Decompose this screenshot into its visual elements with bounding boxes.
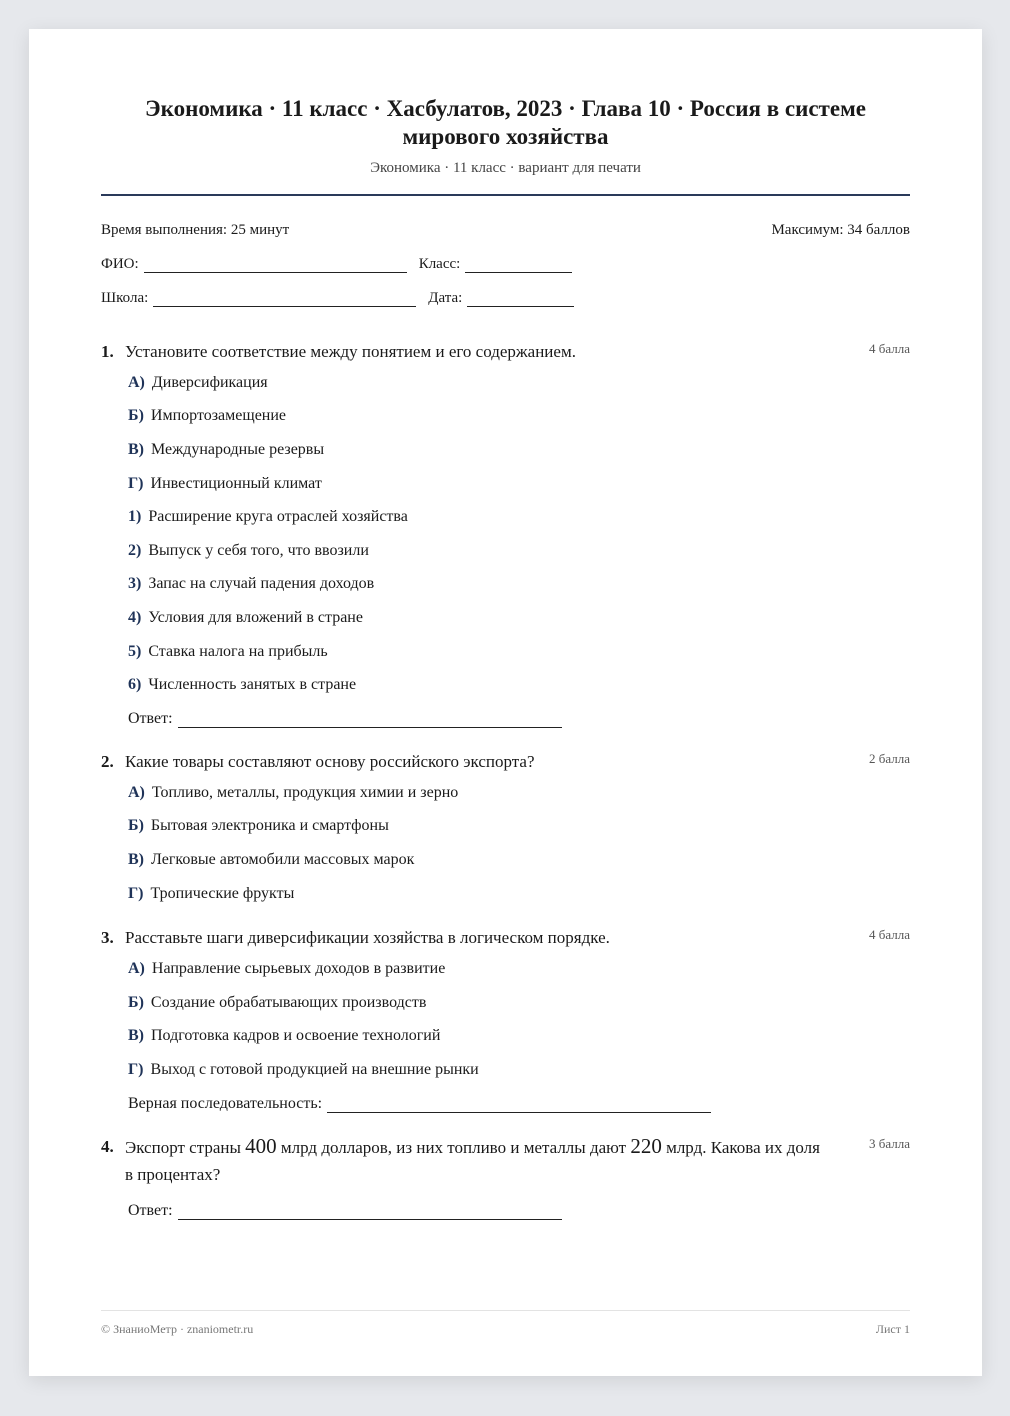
- fio-class-row: [101, 253, 910, 273]
- question-number: 2.: [101, 751, 114, 771]
- option-key: 2): [128, 541, 142, 559]
- option-item: [128, 668, 910, 702]
- option-text: Расширение круга отраслей хозяйства: [148, 508, 408, 526]
- option-key: 4): [128, 608, 142, 626]
- option-text: Запас на случай падения доходов: [148, 575, 375, 593]
- footer-divider: [101, 1310, 910, 1311]
- question-header: [101, 1133, 910, 1188]
- answer-field[interactable]: [178, 1205, 562, 1220]
- option-text: Ставка налога на прибыль: [148, 642, 328, 660]
- fio-label: ФИО:: [101, 256, 139, 272]
- time-limit: Время выполнения: 25 минут: [101, 222, 290, 238]
- answer-label: Верная последовательность:: [128, 1094, 323, 1112]
- option-key: Г): [128, 1060, 144, 1078]
- page-subtitle: Экономика · 11 класс · вариант для печати: [370, 160, 641, 176]
- option-item: [128, 601, 910, 635]
- question-text: Экспорт страны 400 млрд долларов, из них топливо и металлы дают 220 млрд. Какова их доля в процентах?: [125, 1133, 820, 1184]
- question-2: [101, 748, 910, 910]
- question-1: [101, 338, 910, 728]
- option-item: [128, 952, 910, 986]
- option-key: В): [128, 440, 144, 458]
- option-item: [128, 877, 910, 911]
- page-title: Экономика · 11 класс · Хасбулатов, 2023 · Глава 10 · Россия в системе мирового хозяйства: [145, 96, 866, 149]
- option-text: Бытовая электроника и смартфоны: [150, 817, 389, 835]
- answer-field[interactable]: [327, 1098, 711, 1113]
- option-text: Легковые автомобили массовых марок: [151, 850, 415, 868]
- class-field[interactable]: [465, 258, 572, 273]
- number-value: 220: [630, 1133, 662, 1158]
- school-label: Школа:: [101, 290, 149, 306]
- question-points: 3 балла: [869, 1135, 910, 1151]
- question-points: 2 балла: [869, 750, 910, 766]
- option-item: [128, 467, 910, 501]
- question-text: Установите соответствие между понятием и его содержанием.: [125, 342, 576, 361]
- option-item: [128, 400, 910, 434]
- option-item: [128, 534, 910, 568]
- date-label: Дата:: [428, 290, 463, 306]
- student-fields: [101, 253, 910, 307]
- question-3: [101, 924, 910, 1112]
- page-number: Лист 1: [875, 1322, 910, 1336]
- school-date-row: [101, 287, 910, 307]
- option-key: Б): [128, 993, 144, 1011]
- option-text: Создание обрабатывающих производств: [150, 993, 427, 1011]
- option-item: [128, 986, 910, 1020]
- option-key: А): [128, 960, 145, 978]
- option-text: Подготовка кадров и освоение технологий: [151, 1027, 441, 1045]
- option-text: Выпуск у себя того, что ввозили: [148, 541, 369, 559]
- page-content: [101, 29, 910, 1220]
- school-field[interactable]: [153, 292, 416, 307]
- option-key: Б): [128, 407, 144, 425]
- fio-field[interactable]: [144, 258, 407, 273]
- option-key: А): [128, 373, 145, 391]
- option-text: Условия для вложений в стране: [148, 608, 363, 626]
- option-text: Инвестиционный климат: [150, 474, 322, 492]
- option-item: [128, 810, 910, 844]
- option-key: Г): [128, 474, 144, 492]
- option-key: 5): [128, 642, 142, 660]
- option-item: [128, 776, 910, 810]
- option-text: Численность занятых в стране: [148, 676, 357, 694]
- meta-row: [101, 220, 910, 240]
- answer-label: Ответ:: [128, 709, 173, 727]
- answer-line: [128, 1198, 910, 1220]
- date-field[interactable]: [467, 292, 574, 307]
- option-item: [128, 635, 910, 669]
- max-score: Максимум: 34 баллов: [771, 222, 910, 238]
- question-number: 4.: [101, 1136, 114, 1156]
- option-key: Г): [128, 884, 144, 902]
- option-item: [128, 568, 910, 602]
- option-text: Тропические фрукты: [150, 884, 295, 902]
- question-4: [101, 1133, 910, 1220]
- option-key: 3): [128, 575, 142, 593]
- option-item: [128, 1020, 910, 1054]
- header-divider: [101, 194, 910, 196]
- option-text: Международные резервы: [151, 440, 325, 458]
- option-item: [128, 366, 910, 400]
- option-key: В): [128, 1027, 144, 1045]
- option-key: Б): [128, 817, 144, 835]
- answer-line: [128, 1091, 910, 1113]
- question-text: Расставьте шаги диверсификации хозяйства в логическом порядке.: [125, 928, 610, 948]
- question-text: Какие товары составляют основу российского экспорта?: [125, 751, 535, 771]
- option-text: Выход с готовой продукцией на внешние рынки: [150, 1060, 479, 1078]
- number-value: 400: [245, 1133, 277, 1158]
- option-text: Диверсификация: [151, 373, 268, 391]
- question-points: 4 балла: [869, 341, 910, 356]
- answer-field[interactable]: [178, 713, 562, 728]
- question-header: [101, 338, 910, 365]
- question-number: 1.: [101, 342, 114, 361]
- option-item: [128, 843, 910, 877]
- option-item: [128, 1053, 910, 1087]
- answer-label: Ответ:: [128, 1201, 173, 1219]
- option-key: А): [128, 783, 145, 801]
- question-points: 4 балла: [869, 927, 910, 943]
- footer-copyright: © ЗнаниоМетр · znaniometr.ru: [101, 1322, 254, 1336]
- question-header: [101, 748, 910, 775]
- option-key: 6): [128, 676, 142, 694]
- worksheet-page: [29, 29, 982, 1376]
- option-text: Топливо, металлы, продукция химии и зерно: [151, 783, 459, 801]
- question-number: 3.: [101, 928, 114, 948]
- class-label: Класс:: [418, 256, 461, 272]
- option-key: В): [128, 850, 144, 868]
- answer-line: [128, 706, 910, 728]
- question-header: [101, 924, 910, 951]
- option-key: 1): [128, 508, 142, 526]
- option-text: Импортозамещение: [150, 407, 287, 425]
- option-item: [128, 500, 910, 534]
- page-footer: [101, 1322, 910, 1337]
- option-text: Направление сырьевых доходов в развитие: [151, 960, 446, 978]
- option-item: [128, 433, 910, 467]
